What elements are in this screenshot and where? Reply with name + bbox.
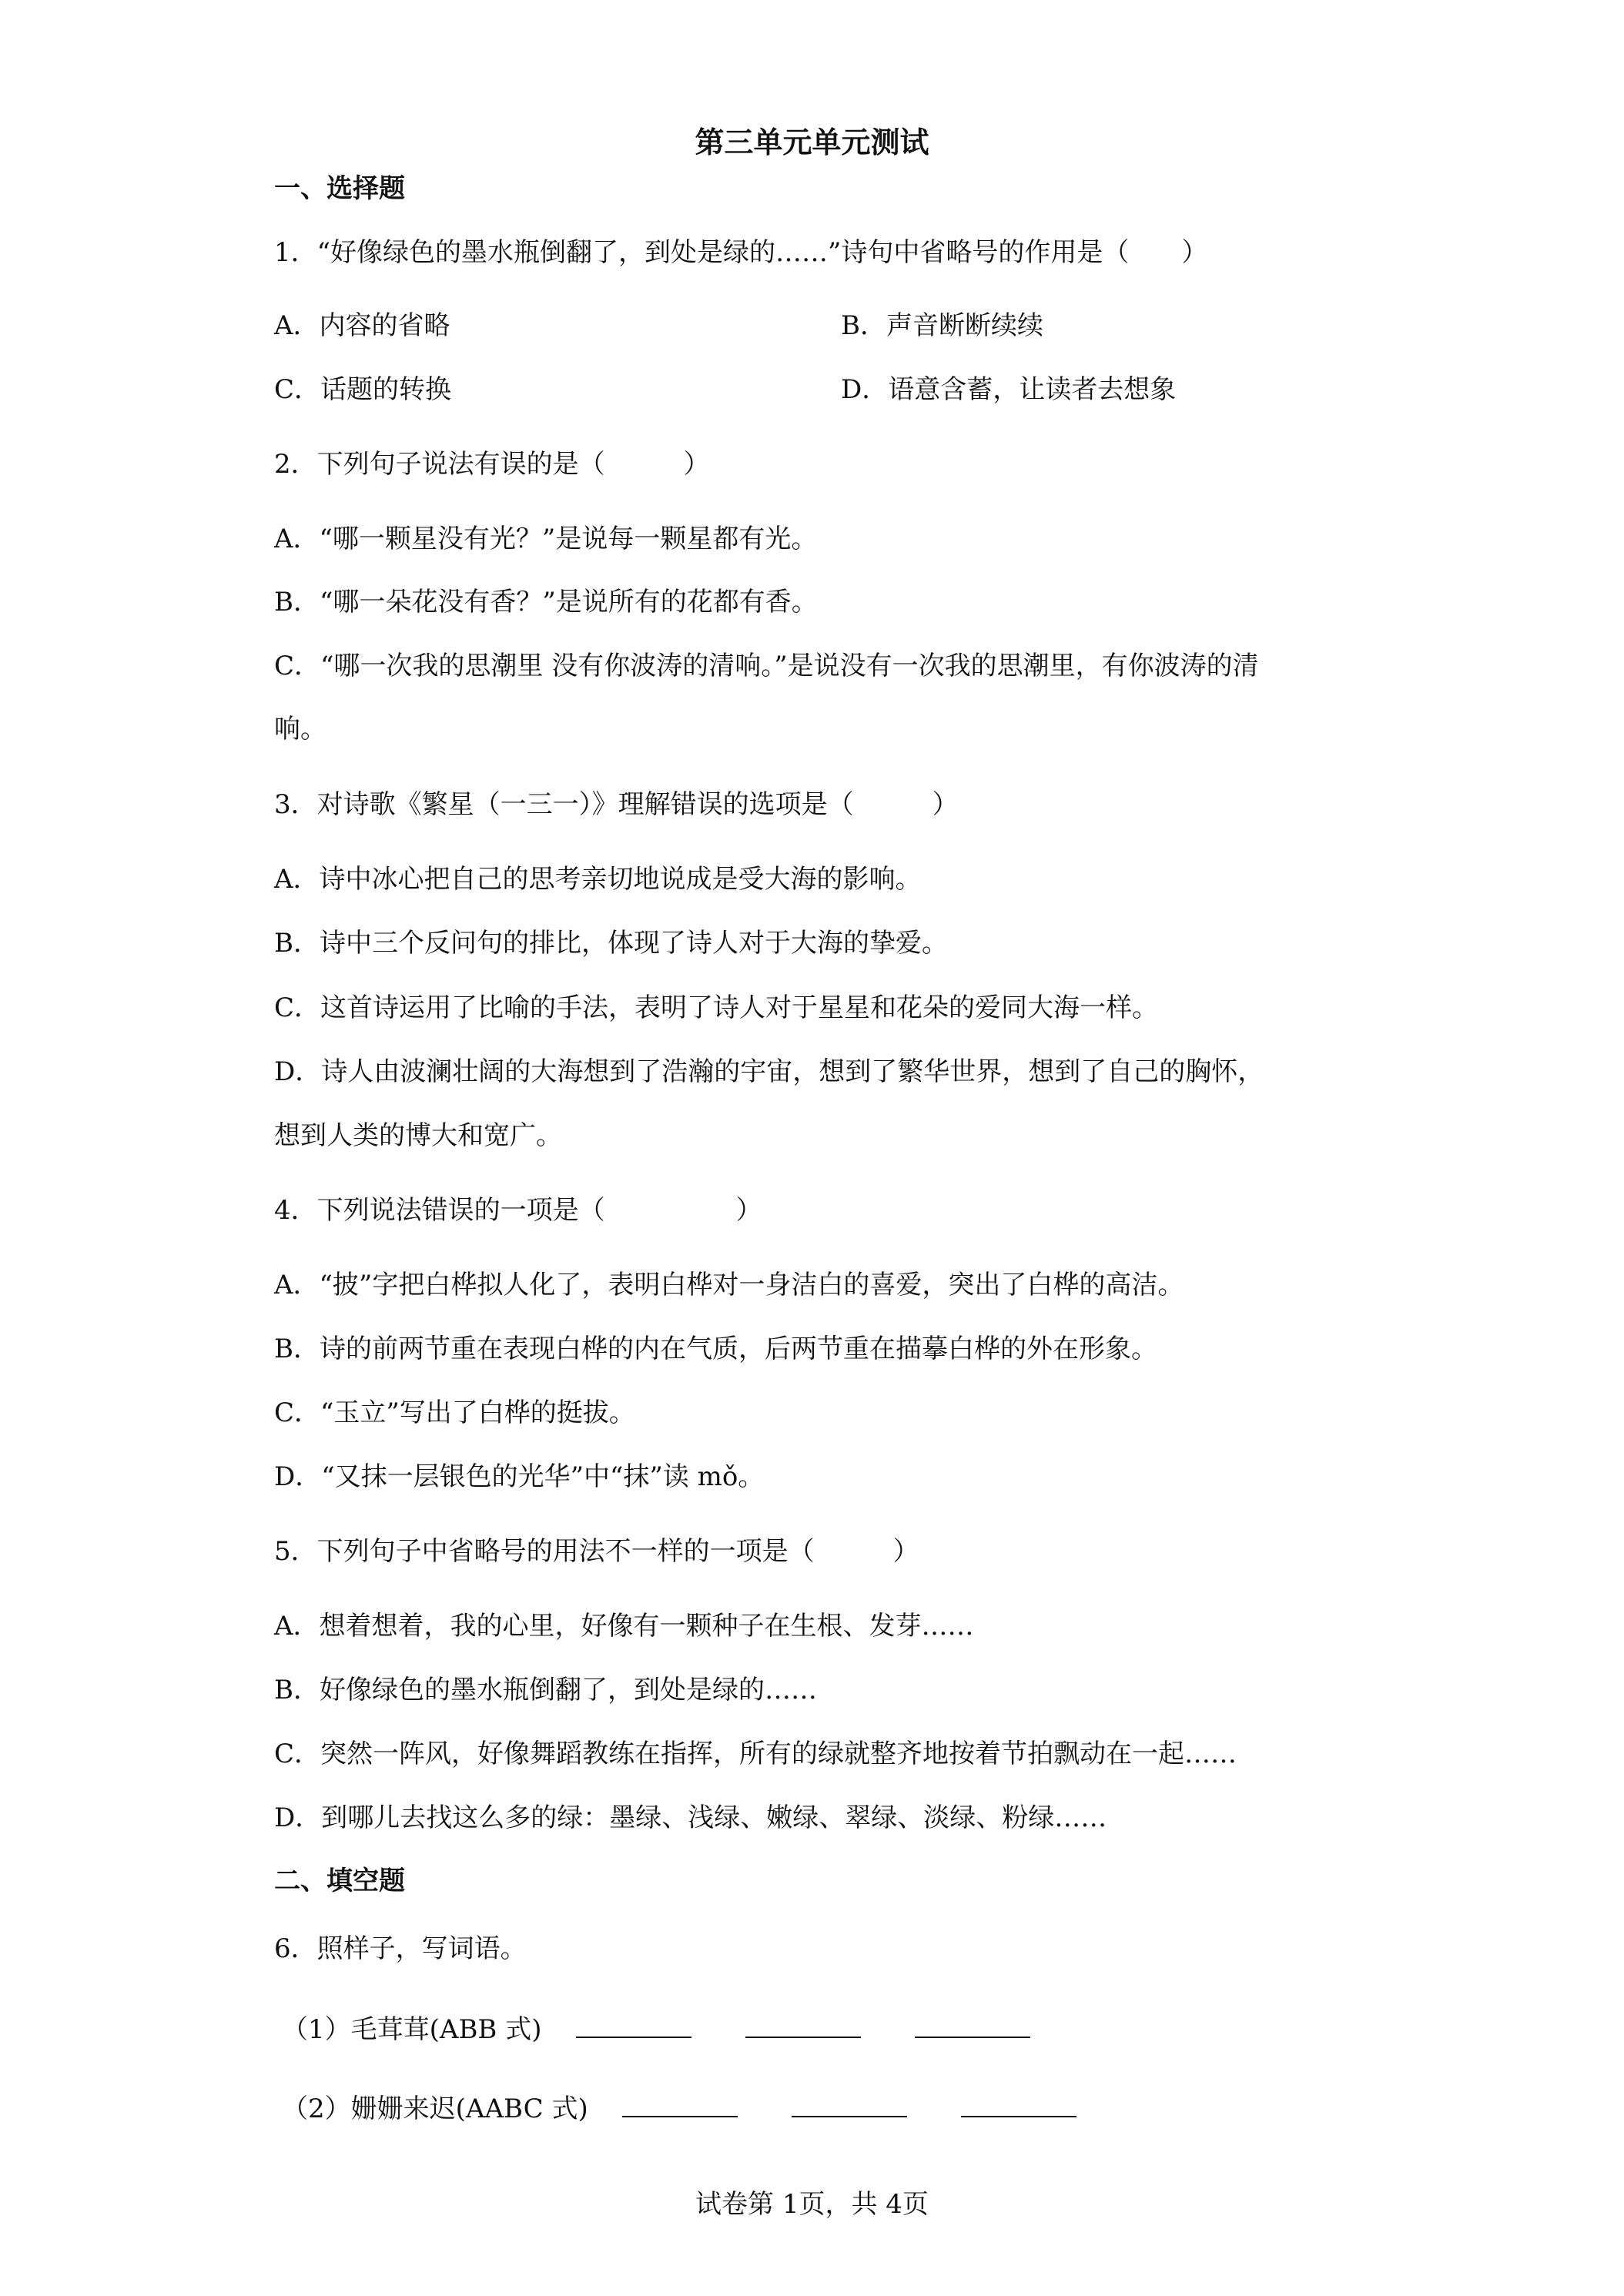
question-2-option-b: B．“哪一朵花没有香？”是说所有的花都有香。: [274, 587, 818, 618]
question-1-stem: 1．“好像绿色的墨水瓶倒翻了，到处是绿的……”诗句中省略号的作用是（ ）: [274, 237, 1208, 268]
answer-blank[interactable]: [792, 2090, 907, 2117]
answer-blank[interactable]: [915, 2010, 1030, 2038]
question-3-option-b: B．诗中三个反问句的排比，体现了诗人对于大海的挚爱。: [274, 928, 948, 959]
answer-blank[interactable]: [622, 2090, 738, 2117]
question-3-option-a: A．诗中冰心把自己的思考亲切地说成是受大海的影响。: [274, 864, 922, 895]
question-2-option-c: C．“哪一次我的思潮里 没有你波涛的清响。”是说没有一次我的思潮里，有你波涛的清: [274, 651, 1259, 681]
question-4-option-b: B．诗的前两节重在表现白桦的内在气质，后两节重在描摹白桦的外在形象。: [274, 1334, 1157, 1364]
question-6-part-2: [282, 2090, 1077, 2128]
question-3-option-c: C．这首诗运用了比喻的手法，表明了诗人对于星星和花朵的爱同大海一样。: [274, 992, 1159, 1023]
question-2-option-a: A．“哪一颗星没有光？”是说每一颗星都有光。: [274, 524, 818, 554]
question-2-stem: 2．下列句子说法有误的是（ ）: [274, 449, 710, 480]
question-3-stem: 3．对诗歌《繁星（一三一）》理解错误的选项是（ ）: [274, 789, 959, 820]
page-title: 第三单元单元测试: [695, 125, 929, 159]
question-4-option-c: C．“玉立”写出了白桦的挺拔。: [274, 1397, 635, 1428]
section-heading-choice: 一、选择题: [274, 173, 405, 204]
question-5-stem: 5．下列句子中省略号的用法不一样的一项是（ ）: [274, 1536, 919, 1567]
question-6-part-1: [282, 2010, 1030, 2049]
question-4-option-d: D．“又抹一层银色的光华”中“抹”读 mǒ。: [274, 1461, 765, 1492]
answer-blank[interactable]: [576, 2010, 691, 2038]
question-6-part-1-label: （1）毛茸茸(ABB 式): [282, 2014, 542, 2045]
question-1-option-b: B．声音断断续续: [841, 310, 1043, 341]
question-1-option-d: D．语意含蓄，让读者去想象: [841, 374, 1177, 405]
question-5-option-d: D．到哪儿去找这么多的绿：墨绿、浅绿、嫩绿、翠绿、淡绿、粉绿……: [274, 1802, 1107, 1833]
question-4-stem: 4．下列说法错误的一项是（ ）: [274, 1195, 762, 1226]
question-1-option-a: A．内容的省略: [274, 310, 450, 341]
question-5-option-a: A．想着想着，我的心里，好像有一颗种子在生根、发芽……: [274, 1611, 974, 1642]
answer-blank[interactable]: [961, 2090, 1077, 2117]
question-4-option-a: A．“披”字把白桦拟人化了，表明白桦对一身洁白的喜爱，突出了白桦的高洁。: [274, 1270, 1184, 1300]
answer-blank[interactable]: [745, 2010, 861, 2038]
page-footer: 试卷第 1页，共 4页: [695, 2189, 929, 2220]
section-heading-fill: 二、填空题: [274, 1866, 405, 1896]
question-3-option-d-continued: 想到人类的博大和宽广。: [274, 1120, 562, 1151]
question-2-option-c-continued: 响。: [274, 714, 326, 745]
question-3-option-d: D．诗人由波澜壮阔的大海想到了浩瀚的宇宙，想到了繁华世界，想到了自己的胸怀，: [274, 1056, 1264, 1087]
question-1-option-c: C．话题的转换: [274, 374, 452, 405]
question-5-option-b: B．好像绿色的墨水瓶倒翻了，到处是绿的……: [274, 1675, 817, 1705]
question-6-stem: 6．照样子，写词语。: [274, 1933, 527, 1964]
question-5-option-c: C．突然一阵风，好像舞蹈教练在指挥，所有的绿就整齐地按着节拍飘动在一起……: [274, 1739, 1237, 1769]
question-6-part-2-label: （2）姗姗来迟(AABC 式): [282, 2094, 588, 2124]
